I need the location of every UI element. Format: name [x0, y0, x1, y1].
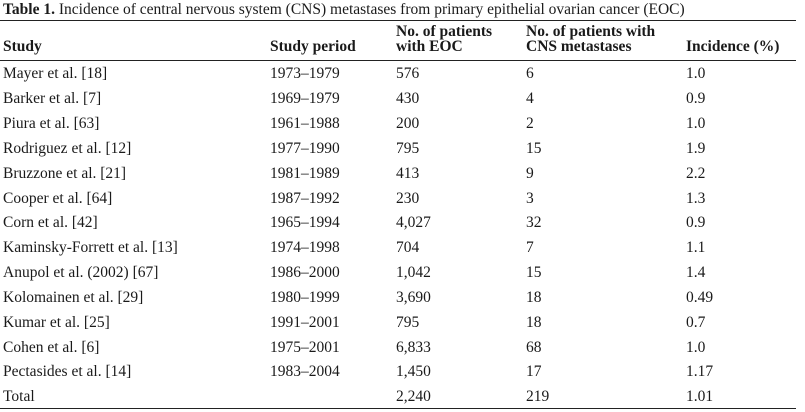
data-table — [0, 62, 796, 410]
header-patients-eoc-line1: No. of patients — [396, 23, 493, 40]
table-row — [0, 360, 796, 385]
table-row — [0, 385, 796, 410]
cell-cns-metastases: 4 — [526, 90, 534, 108]
header-patients-eoc — [396, 24, 492, 54]
cell-study: Cooper et al. [64] — [3, 189, 113, 207]
cell-cns-metastases: 68 — [526, 338, 542, 356]
cell-cns-metastases: 32 — [526, 214, 542, 232]
header-rule — [0, 60, 796, 61]
cell-cns-metastases: 2 — [526, 115, 534, 133]
cell-study: Pectasides et al. [14] — [3, 363, 132, 381]
cell-cns-metastases: 18 — [526, 313, 542, 331]
cell-cns-metastases: 18 — [526, 288, 542, 306]
cell-study: Cohen et al. [6] — [3, 338, 100, 356]
table-row — [0, 335, 796, 360]
cell-study-period: 1974–1998 — [270, 239, 340, 257]
header-cns-metastases-line1: No. of patients with — [526, 23, 656, 40]
table-row — [0, 186, 796, 211]
cell-cns-metastases: 15 — [526, 264, 542, 282]
cell-cns-metastases: 17 — [526, 363, 542, 381]
top-rule — [0, 20, 796, 21]
header-study: Study — [3, 38, 42, 55]
cell-cns-metastases: 219 — [526, 388, 550, 406]
cell-cns-metastases: 9 — [526, 164, 534, 182]
cell-patients-eoc: 230 — [396, 189, 420, 207]
cell-study: Rodriguez et al. [12] — [3, 139, 132, 157]
table-row — [0, 161, 796, 186]
header-cns-metastases — [526, 24, 655, 54]
cell-study-period: 1983–2004 — [270, 363, 340, 381]
cell-patients-eoc: 4,027 — [396, 214, 431, 232]
cell-study: Bruzzone et al. [21] — [3, 164, 127, 182]
cell-patients-eoc: 704 — [396, 239, 420, 257]
header-study-period: Study period — [270, 38, 356, 55]
header-cns-metastases-line2: CNS metastases — [526, 38, 632, 55]
table-caption — [3, 1, 685, 19]
cell-incidence: 1.1 — [686, 239, 706, 257]
cell-patients-eoc: 200 — [396, 115, 420, 133]
cell-study-period: 1973–1979 — [270, 65, 340, 83]
table-row — [0, 211, 796, 236]
table-row — [0, 112, 796, 137]
table-row — [0, 261, 796, 286]
cell-cns-metastases: 15 — [526, 139, 542, 157]
cell-cns-metastases: 6 — [526, 65, 534, 83]
cell-incidence: 0.49 — [686, 288, 714, 306]
table-caption-label: Table 1. — [3, 1, 55, 18]
cell-study-period: 1975–2001 — [270, 338, 340, 356]
cell-patients-eoc: 576 — [396, 65, 420, 83]
cell-study: Corn et al. [42] — [3, 214, 98, 232]
cell-study-period: 1977–1990 — [270, 139, 340, 157]
cell-study-period: 1991–2001 — [270, 313, 340, 331]
cell-study: Anupol et al. (2002) [67] — [3, 264, 159, 282]
cell-incidence: 1.4 — [686, 264, 706, 282]
cell-incidence: 2.2 — [686, 164, 706, 182]
cell-study-period: 1965–1994 — [270, 214, 340, 232]
cell-incidence: 1.3 — [686, 189, 706, 207]
cell-study: Piura et al. [63] — [3, 115, 100, 133]
cell-incidence: 1.0 — [686, 65, 706, 83]
cell-patients-eoc: 795 — [396, 139, 420, 157]
cell-study: Kolomainen et al. [29] — [3, 288, 144, 306]
cell-patients-eoc: 430 — [396, 90, 420, 108]
cell-patients-eoc: 1,450 — [396, 363, 431, 381]
cell-patients-eoc: 6,833 — [396, 338, 431, 356]
cell-study-period: 1987–1992 — [270, 189, 340, 207]
cell-patients-eoc: 795 — [396, 313, 420, 331]
cell-study-period — [270, 385, 396, 410]
table-row — [0, 62, 796, 87]
cell-patients-eoc: 413 — [396, 164, 420, 182]
cell-incidence: 1.0 — [686, 115, 706, 133]
table-body — [0, 62, 796, 410]
cell-incidence: 1.9 — [686, 139, 706, 157]
cell-study-period: 1969–1979 — [270, 90, 340, 108]
cell-cns-metastases: 7 — [526, 239, 534, 257]
cell-incidence: 0.7 — [686, 313, 706, 331]
cell-study: Kumar et al. [25] — [3, 313, 110, 331]
cell-patients-eoc: 2,240 — [396, 388, 431, 406]
cell-study: Total — [3, 388, 35, 406]
cell-patients-eoc: 3,690 — [396, 288, 431, 306]
cell-study-period: 1980–1999 — [270, 288, 340, 306]
header-incidence: Incidence (%) — [686, 38, 780, 55]
table-row — [0, 285, 796, 310]
table-row — [0, 310, 796, 335]
cell-incidence: 1.01 — [686, 388, 714, 406]
bottom-rule — [0, 408, 796, 409]
table-row — [0, 87, 796, 112]
cell-study-period: 1981–1989 — [270, 164, 340, 182]
cell-incidence: 0.9 — [686, 90, 706, 108]
table-caption-text: Incidence of central nervous system (CNS) metastases from primary epithelial ovarian cancer (EOC) — [54, 1, 685, 18]
cell-incidence: 1.17 — [686, 363, 714, 381]
cell-study-period: 1986–2000 — [270, 264, 340, 282]
cell-study: Kaminsky-Forrett et al. [13] — [3, 239, 178, 257]
header-patients-eoc-line2: with EOC — [396, 38, 463, 55]
cell-study-period: 1961–1988 — [270, 115, 340, 133]
cell-patients-eoc: 1,042 — [396, 264, 431, 282]
table-row — [0, 136, 796, 161]
cell-study: Mayer et al. [18] — [3, 65, 108, 83]
cell-incidence: 1.0 — [686, 338, 706, 356]
table-row — [0, 236, 796, 261]
cell-incidence: 0.9 — [686, 214, 706, 232]
cell-cns-metastases: 3 — [526, 189, 534, 207]
cell-study: Barker et al. [7] — [3, 90, 102, 108]
